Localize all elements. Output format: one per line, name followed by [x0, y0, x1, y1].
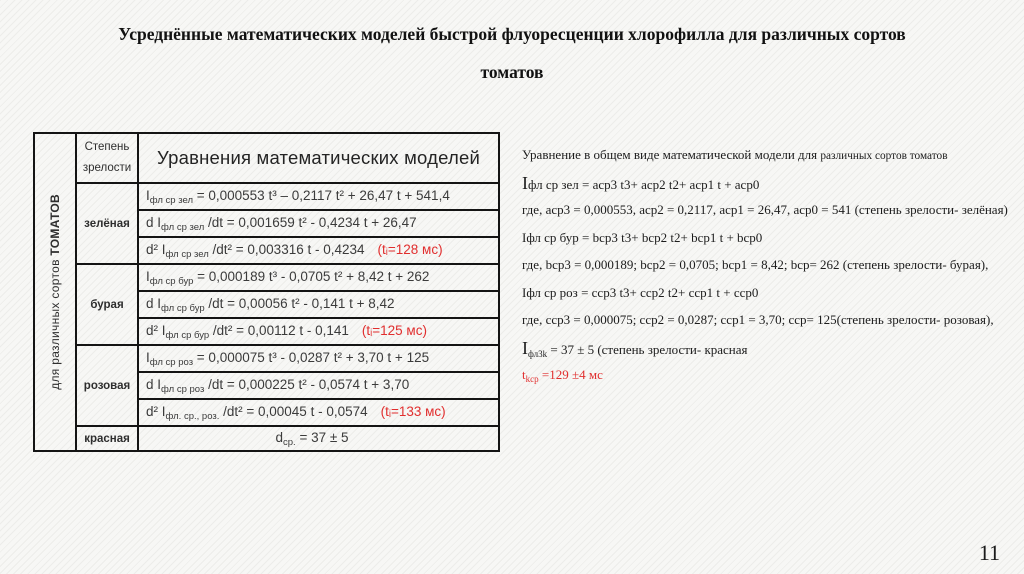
general-eq-green: Iфл ср зел = аср3 t3+ аср2 t2+ аср1 t + аср0: [522, 172, 760, 193]
slide-title-line2: томатов: [480, 62, 544, 82]
models-table: [33, 132, 500, 452]
table-side-label-cell: [34, 133, 76, 451]
table-row: [34, 345, 499, 372]
page-number: 11: [978, 540, 1000, 565]
table-header-row: [34, 133, 499, 183]
label-pink: розовая: [76, 345, 138, 426]
equation-green-3: d² $I_{фл ср зел}$ /dt² = 0,003316 t - 0,4234 (tᵢ=128 мс): [138, 237, 499, 264]
equation-pink-3: d² $I_{фл. ср., роз.}$ /dt² = 0,00045 t - 0,0574 (tᵢ=133 мс): [138, 399, 499, 426]
side-label-normal: для различных сортов: [48, 255, 62, 390]
equation-pink-2: d $I_{фл ср роз}$ /dt = 0,000225 t² - 0,0574 t + 3,70: [138, 372, 499, 399]
critical-time: $t_{kср} =129 \pm 4$ мс: [522, 367, 603, 384]
label-red: красная: [76, 426, 138, 451]
equation-brown-2: d $I_{фл ср бур}$ /dt = 0,00056 t² - 0,141 t + 8,42: [138, 291, 499, 318]
table-row: [34, 183, 499, 210]
coeffs-green: где, аср3 = 0,000553, аср2 = 0,2117, аср1 = 26,47, аср0 = 541 (степень зрелости- зелёная): [522, 202, 1008, 217]
slide-title-line1: Усреднённые математических моделей быстрой флуоресценции хлорофилла для различных сортов: [118, 24, 906, 44]
inflection-time-green: (tᵢ=128 мс): [377, 241, 443, 257]
coeffs-brown: где, bср3 = 0,000189; bср2 = 0,0705; bср1 = 8,42; bср= 262 (степень зрелости- бурая),: [522, 257, 989, 272]
header-ripeness: Степень зрелости: [76, 133, 138, 183]
side-label-bold: ТОМАТОВ: [48, 194, 62, 256]
value-red: $I_{фл3k} = 37 \pm 5$ (степень зрелости- красная: [522, 337, 748, 359]
coeffs-pink: где, сср3 = 0,000075; сср2 = 0,0287; сср1 = 3,70; сср= 125(степень зрелости- розовая),: [522, 312, 994, 327]
equation-pink-1: $I_{фл ср роз} = 0,000075$ t³ - 0,0287 t² + 3,70 t + 125: [138, 345, 499, 372]
table-row: [34, 264, 499, 291]
equation-green-1: $I_{фл ср зел} = 0,000553$ t³ – 0,2117 t² + 26,47 t + 541,4: [138, 183, 499, 210]
general-eq-pink: Iфл ср роз = сср3 t3+ сср2 t2+ сср1 t + сср0: [522, 284, 759, 300]
table-side-label: [48, 194, 62, 390]
equation-green-2: d $I_{фл ср зел}$ /dt = 0,001659 t² - 0,4234 t + 26,47: [138, 210, 499, 237]
equation-brown-1: $I_{фл ср бур} = 0,000189$ t³ - 0,0705 t² + 8,42 t + 262: [138, 264, 499, 291]
inflection-time-pink: (tᵢ=133 мс): [380, 403, 446, 419]
general-model-intro: Уравнение в общем виде математической модели для различных сортов томатов: [522, 147, 948, 162]
slide-title: [40, 24, 984, 83]
equation-red: $d_{ср.} = 37 \pm 5$: [138, 426, 499, 451]
header-equations: Уравнения математических моделей: [138, 133, 499, 183]
general-eq-brown: Iфл ср бур = bср3 t3+ bср2 t2+ bср1 t + bср0: [522, 229, 763, 245]
inflection-time-brown: (tᵢ=125 мс): [361, 322, 427, 338]
label-green: зелёная: [76, 183, 138, 264]
equation-brown-3: d² $I_{фл ср бур}$ /dt² = 0,00112 t - 0,141 (tᵢ=125 мс): [138, 318, 499, 345]
table-row: [34, 426, 499, 451]
label-brown: бурая: [76, 264, 138, 345]
general-model-panel: [522, 146, 1018, 394]
